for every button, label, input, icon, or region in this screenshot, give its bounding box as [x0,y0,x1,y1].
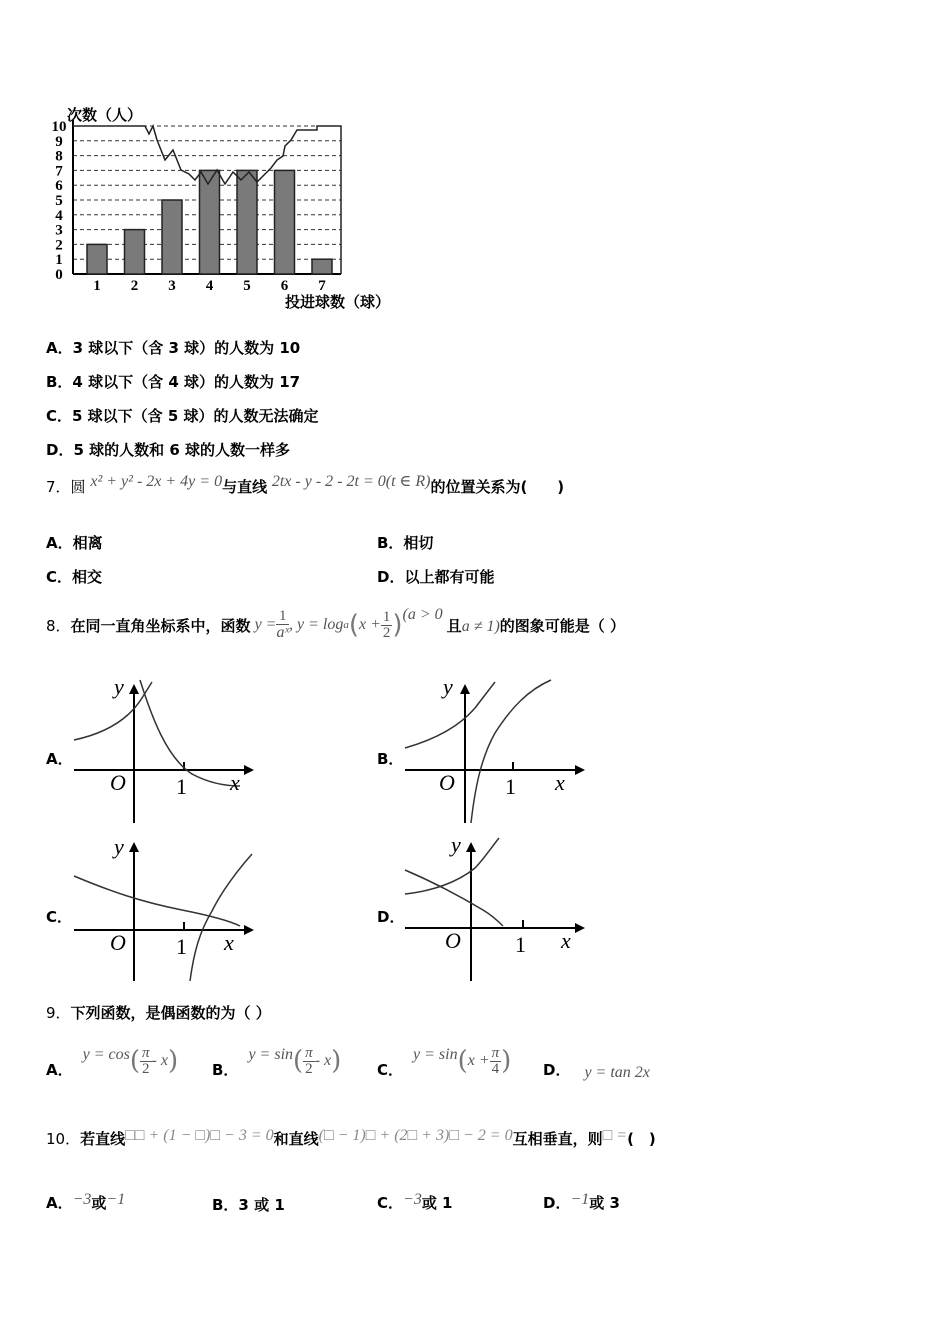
q8-func2-denominator: 2 [382,624,391,641]
chart-ylabel: 次数（人） [67,108,143,124]
question-9 [46,1002,271,1023]
q8-func1-denominator: aˣ [276,624,289,641]
chart-xtick-label: 7 [318,278,326,294]
q9-a-pi: π [142,1044,150,1061]
question-10 [46,1128,656,1149]
chart-ytick-label: 7 [55,163,63,180]
q10-option-c[interactable] [377,1192,452,1213]
q7-text1: 圆 [70,478,86,496]
graph-b-y-label: y [443,678,453,699]
graph-d-x-label: x [561,928,571,953]
chart-ytick-label: 8 [55,148,63,165]
graph-d-y-label: y [451,836,461,857]
q9-option-d[interactable] [543,1036,650,1086]
graph-c-x-arrow [244,925,254,935]
q10-d-val1: −1 [570,1191,590,1208]
q8-text1: 在同一直角坐标系中，函数 [70,616,251,635]
q9-option-b-label: B． [212,1060,239,1079]
q9-number: 9． [46,1004,71,1022]
q10-eq3: □ = [602,1127,628,1144]
graph-d-y-arrow [466,842,476,852]
q10-d-label: D． [543,1194,571,1212]
q9-b-pi: π [305,1044,313,1061]
chart-bar [237,170,257,274]
q9-option-b[interactable] [212,1036,341,1086]
q8-func2-base: a [343,619,349,631]
q8-option-b-label[interactable]: B． [377,750,404,768]
q8-graph-b[interactable] [403,678,588,823]
q7-option-a[interactable]: A．相离 [46,534,103,552]
q8-func1-lhs: y = [254,616,277,633]
q10-text4: ( ) [627,1130,656,1148]
chart-ytick-label: 2 [55,237,63,254]
q10-text2: 和直线 [273,1130,319,1148]
q10-text1: 若直线 [80,1130,126,1148]
q10-c-val1: −3 [403,1191,422,1208]
q10-number: 10． [46,1130,81,1148]
graph-a-origin: O [110,770,126,795]
q7-number: 7． [46,478,71,496]
q8-graph-a[interactable] [72,678,257,823]
graph-d-one: 1 [515,932,526,957]
q9-b-arg: - x [314,1052,332,1069]
q9-c-four: 4 [491,1060,500,1077]
graph-c-origin: O [110,930,126,955]
q8-number: 8． [46,616,71,635]
q9-b-fn: y = sin [248,1046,294,1063]
chart-ytick-label: 10 [51,119,67,135]
q8-func2-arg: x + [358,616,381,633]
q10-eq1: □□ + (1 − □)□ − 3 = 0 [125,1127,274,1144]
q7-circle-equation: x² + y² - 2x + 4y = 0 [90,473,223,490]
q8-text2: 且 [446,616,462,635]
graph-c-y-label: y [114,836,124,859]
q8-graph-c[interactable] [72,836,257,981]
graph-a-exp-curve [74,682,152,740]
graph-a-y-arrow [129,684,139,694]
graph-b-x-label: x [555,770,565,795]
q9-text: 下列函数，是偶函数的为（ ） [70,1004,271,1022]
graph-b-origin: O [439,770,455,795]
q10-option-a[interactable] [46,1192,125,1213]
graph-c-one: 1 [176,934,187,959]
graph-b-log-curve [471,680,551,823]
chart-xlabel: 投进球数（球） [285,295,391,311]
chart-xtick-label: 3 [168,278,176,294]
q9-option-c[interactable] [377,1036,511,1086]
q7-option-b[interactable]: B．相切 [377,534,434,552]
q9-option-d-label: D． [543,1060,571,1079]
chart-xtick-label: 6 [280,278,289,294]
chart-bar [275,170,295,274]
question-7 [46,473,565,497]
q9-a-right-paren: ) [167,1046,179,1076]
q9-c-arg: x + [467,1052,490,1069]
q7-option-d[interactable]: D．以上都有可能 [377,568,495,586]
q10-a-val2: −1 [106,1191,126,1208]
q8-option-d-label[interactable]: D． [377,908,405,926]
chart-bar [125,230,145,274]
graph-c-x-label: x [224,930,234,955]
graph-b-y-arrow [460,684,470,694]
chart-ytick-label: 6 [55,178,63,195]
q8-option-c-label[interactable]: C． [46,908,73,926]
q9-option-c-label: C． [377,1060,404,1079]
q9-option-a-label: A． [46,1060,73,1079]
q8-condition2: a ≠ 1) [461,618,500,635]
q10-option-b[interactable]: B．3 或 1 [212,1196,285,1214]
q7-text2: 与直线 [222,478,268,496]
q9-b-left-paren: ( [293,1046,304,1076]
graph-a-one: 1 [176,774,187,799]
q10-a-or: 或 [91,1194,107,1212]
graph-b-one: 1 [505,774,516,799]
q9-a-two: 2 [142,1060,150,1077]
graph-c-log-curve [190,854,252,981]
q9-b-fraction [303,1046,315,1077]
basketball-bar-chart [45,100,415,315]
q10-d-rest: 或 3 [589,1194,620,1212]
chart-bar [162,200,182,274]
graph-c-y-arrow [129,842,139,852]
chart-ytick-label: 9 [55,133,63,150]
q9-b-two: 2 [305,1060,313,1077]
graph-d-origin: O [445,928,461,953]
q10-eq2: (□ − 1)□ + (2□ + 3)□ − 2 = 0 [318,1127,513,1144]
q9-option-a[interactable] [46,1036,178,1086]
chart-bar [87,244,107,274]
graph-d-exp-curve [405,870,503,926]
q10-text3: 互相垂直，则 [512,1130,603,1148]
q9-c-fraction [490,1046,502,1077]
graph-c-exp-curve [74,876,240,926]
q10-c-rest: 或 1 [421,1194,453,1212]
q6-option-a[interactable]: A．3 球以下（含 3 球）的人数为 10 [46,339,301,357]
graph-d-x-arrow [575,923,585,933]
q6-option-b[interactable]: B．4 球以下（含 4 球）的人数为 17 [46,373,301,391]
q8-func2-fraction [381,610,393,641]
q7-line-equation: 2tx - y - 2 - 2t = 0(t ∈ R) [271,473,431,490]
graph-a-x-arrow [244,765,254,775]
chart-xtick-label: 5 [243,278,251,294]
q9-c-left-paren: ( [457,1046,468,1076]
q10-c-label: C． [377,1194,404,1212]
q10-a-val1: −3 [72,1191,92,1208]
graph-b-x-arrow [575,765,585,775]
q9-b-right-paren: ) [331,1046,342,1076]
graph-a-y-label: y [114,678,124,699]
q9-a-left-paren: ( [129,1046,140,1076]
q9-a-fraction [140,1046,152,1077]
q6-option-d[interactable]: D．5 球的人数和 6 球的人数一样多 [46,441,290,459]
chart-ytick-label: 0 [55,267,63,283]
q9-d-fn: y = tan 2x [584,1064,650,1081]
q10-option-d[interactable] [543,1192,620,1213]
q8-left-paren: ( [348,610,359,640]
q9-c-right-paren: ) [501,1046,512,1076]
chart-xtick-label: 1 [93,278,101,294]
chart-xtick-label: 2 [130,278,139,294]
chart-ytick-label: 1 [55,252,63,269]
q7-text3: 的位置关系为( ) [430,478,565,496]
q9-a-arg: - x [151,1052,168,1069]
q8-func1-fraction [276,609,289,641]
q8-func1-numerator: 1 [276,609,289,625]
q9-c-pi: π [491,1044,500,1061]
q8-option-a-label[interactable]: A． [46,750,73,768]
q8-func2: , y = log [288,616,344,633]
question-8 [46,600,625,650]
q9-a-fn: y = cos [82,1046,130,1063]
graph-a-x-label: x [230,770,240,795]
q6-option-c[interactable]: C．5 球以下（含 5 球）的人数无法确定 [46,407,319,425]
q8-condition1: (a > 0 [402,606,443,623]
q9-c-fn: y = sin [413,1046,458,1063]
q8-func2-numerator: 1 [382,608,391,625]
q8-graph-d[interactable] [403,836,588,981]
chart-ytick-label: 4 [55,207,63,224]
chart-bar [200,170,220,274]
chart-xtick-label: 4 [205,278,214,294]
q8-text3: 的图象可能是（ ） [499,616,626,635]
q10-a-label: A． [46,1194,73,1212]
q7-option-c[interactable]: C．相交 [46,568,103,586]
chart-bar [312,259,332,274]
chart-ytick-label: 3 [55,222,63,239]
chart-ytick-label: 5 [55,193,63,209]
q8-right-paren: ) [392,610,403,640]
